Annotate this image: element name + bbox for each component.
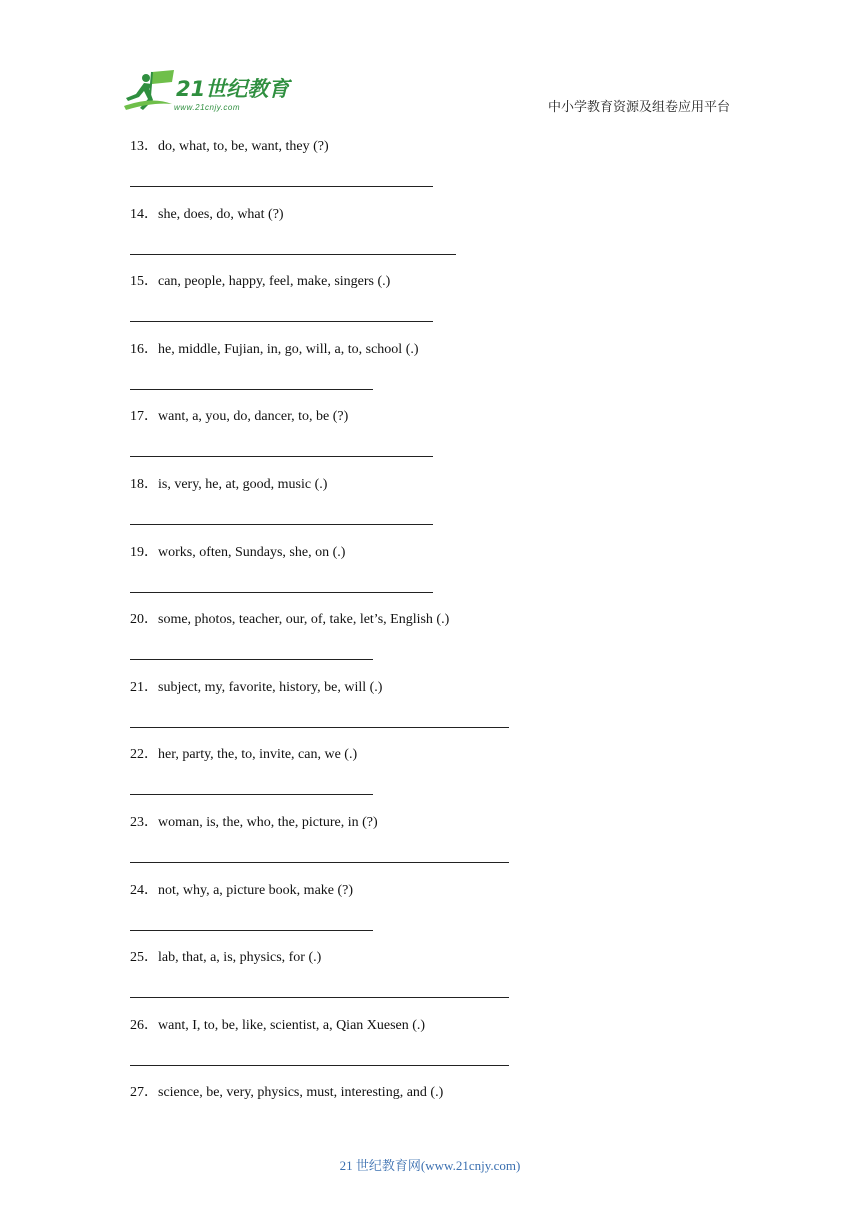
question-words: she, does, do, what (?) (158, 206, 284, 222)
question-item (130, 1017, 750, 1085)
question-text (130, 273, 390, 291)
question-words: want, a, you, do, dancer, to, be (?) (158, 409, 349, 425)
question-words: subject, my, favorite, history, be, will (.) (158, 679, 383, 695)
answer-line[interactable] (130, 592, 433, 593)
question-number: 15． (130, 274, 158, 290)
question-number: 21． (130, 679, 158, 695)
question-number: 18． (130, 476, 158, 492)
answer-line[interactable] (130, 930, 373, 931)
question-words: is, very, he, at, good, music (.) (158, 476, 328, 492)
question-item (130, 476, 750, 544)
answer-line[interactable] (130, 659, 373, 660)
question-words: want, I, to, be, like, scientist, a, Qian Xuesen (.) (158, 1017, 426, 1033)
question-item (130, 949, 750, 1017)
question-number: 20． (130, 612, 158, 628)
question-number: 19． (130, 544, 158, 560)
question-text (130, 476, 327, 494)
answer-line[interactable] (130, 862, 509, 863)
question-number: 24． (130, 882, 158, 898)
question-item (130, 746, 750, 814)
question-text (130, 949, 321, 967)
question-number: 26． (130, 1017, 158, 1033)
question-number: 27． (130, 1085, 158, 1101)
question-item (130, 138, 750, 206)
answer-line[interactable] (130, 186, 433, 187)
question-text (130, 408, 348, 426)
header-platform-text: 中小学教育资源及组卷应用平台 (548, 100, 731, 115)
question-number: 25． (130, 950, 158, 966)
question-text (130, 206, 284, 224)
answer-line[interactable] (130, 321, 433, 322)
question-words: not, why, a, picture book, make (?) (158, 882, 354, 898)
question-text (130, 679, 382, 697)
question-text (130, 1084, 443, 1102)
question-words: woman, is, the, who, the, picture, in (?) (158, 814, 378, 830)
question-item (130, 273, 750, 341)
answer-line[interactable] (130, 1065, 509, 1066)
answer-line[interactable] (130, 727, 509, 728)
question-item (130, 679, 750, 747)
question-number: 17． (130, 409, 158, 425)
answer-line[interactable] (130, 254, 456, 255)
answer-line[interactable] (130, 997, 509, 998)
answer-line[interactable] (130, 524, 433, 525)
page-header (0, 0, 860, 130)
logo-url: www.21cnjy.com (174, 103, 240, 112)
question-text (130, 746, 357, 764)
question-words: he, middle, Fujian, in, go, will, a, to, school (.) (158, 341, 419, 357)
answer-line[interactable] (130, 794, 373, 795)
question-item (130, 341, 750, 409)
question-words: some, photos, teacher, our, of, take, let’s, English (.) (158, 612, 450, 628)
question-item (130, 408, 750, 476)
question-item (130, 544, 750, 612)
question-text (130, 341, 419, 359)
question-item (130, 814, 750, 882)
question-list (130, 138, 750, 1152)
question-number: 13． (130, 139, 158, 154)
question-text (130, 814, 378, 832)
question-words: can, people, happy, feel, make, singers (.) (158, 274, 391, 290)
question-number: 14． (130, 206, 158, 222)
logo-text: 21世纪教育 (176, 77, 290, 101)
question-text (130, 882, 353, 900)
question-number: 23． (130, 814, 158, 830)
question-number: 22． (130, 747, 158, 763)
question-words: science, be, very, physics, must, interesting, and (.) (158, 1085, 444, 1101)
question-text (130, 138, 329, 156)
question-words: do, what, to, be, want, they (?) (158, 139, 329, 154)
answer-line[interactable] (130, 389, 373, 390)
runner-icon (124, 70, 174, 110)
answer-line[interactable] (130, 456, 433, 457)
question-words: works, often, Sundays, she, on (.) (158, 544, 346, 560)
question-text (130, 611, 449, 629)
question-item (130, 1084, 750, 1152)
question-words: lab, that, a, is, physics, for (.) (158, 950, 322, 966)
question-item (130, 206, 750, 274)
question-number: 16． (130, 341, 158, 357)
question-text (130, 544, 345, 562)
footer-text: 21 世纪教育网(www.21cnjy.com) (339, 1158, 521, 1173)
question-item (130, 882, 750, 950)
question-words: her, party, the, to, invite, can, we (.) (158, 747, 358, 763)
question-text (130, 1017, 425, 1035)
question-item (130, 611, 750, 679)
